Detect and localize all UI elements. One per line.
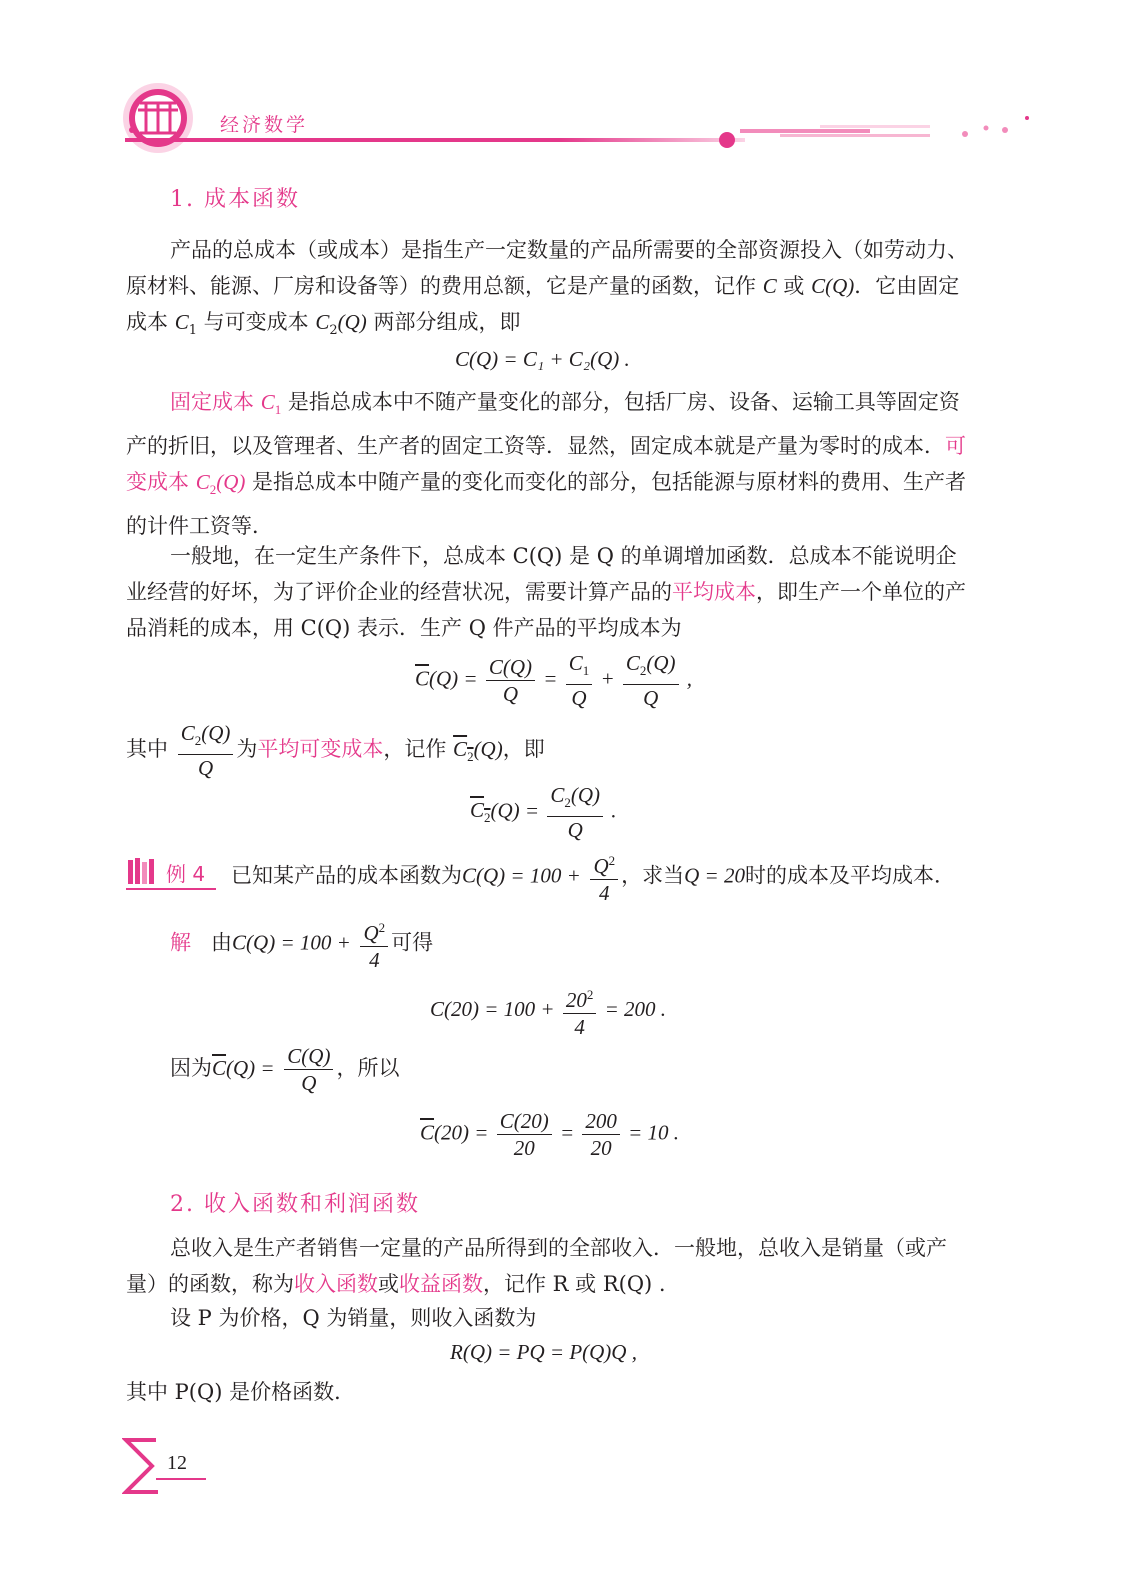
paragraph-price-function: 其中 P(Q) 是价格函数． (126, 1380, 356, 1404)
equation-total-cost: C(Q) = C₁ + C₂(Q) . (455, 347, 630, 371)
equation-avg-variable: $C_2(Q)$ = $\frac{C_2(Q)}{Q}$ . (470, 783, 617, 843)
solution-because: 因为$\overline{C}(Q)$ = $\frac{C(Q)}{Q}$ ，所以 (170, 1044, 400, 1095)
books-icon (126, 856, 162, 886)
paragraph-total-cost: 产品的总成本（或成本）是指生产一定数量的产品所需要的全部资源投入（如劳动力、原材料、能源、厂房和设备等）的费用总额，它是产量的函数，记作 C 或 C(Q)．它由固定成本 $C_1$ 与可变成本 $C_2(Q)$ 两部分组成，即 (126, 238, 968, 339)
paragraph-fixed-variable: 固定成本 $C_1$ 是指总成本中不随产量变化的部分，包括厂房、设备、运输工具等固定资产的折旧，以及管理者、生产者的固定工资等．显然，固定成本就是产量为零时的成本．可变成本 $C_2(Q)$ 是指总成本中随产量的变化而变化的部分，包括能源与原材料的费用、生产者的计件工资等． (126, 390, 967, 539)
equation-average-cost: $\overline{C}(Q)$ = $\frac{C(Q)}{Q}$ = $\frac{C_1}{Q}$ + $\frac{C_2(Q)}{Q}$ , (415, 651, 693, 711)
example-text: 已知某产品的成本函数为C(Q) = 100 + $\frac{Q^2}{4}$ ，求当Q = 20时的成本及平均成本． (231, 848, 955, 906)
example-label: 例 4 (166, 862, 206, 886)
paragraph-avg-variable: 其中 $\frac{C_2(Q)}{Q}$ 为平均可变成本，记作 $C_2(Q)$，即 (126, 721, 545, 781)
example-underline (126, 888, 216, 890)
paragraph-price: 设 P 为价格，Q 为销量，则收入函数为 (170, 1306, 537, 1330)
section-heading-revenue: 2. 收入函数和利润函数 (170, 1192, 420, 1217)
equation-revenue: R(Q) = PQ = P(Q)Q , (450, 1340, 637, 1364)
page-number: 12 (167, 1452, 187, 1474)
paragraph-revenue: 总收入是生产者销售一定量的产品所得到的全部收入．一般地，总收入是销量（或产量）的函数，称为收入函数或收益函数，记作 R 或 R(Q) . (126, 1236, 947, 1296)
solution-intro: 解 由C(Q) = 100 + $\frac{Q^2}{4}$ 可得 (170, 915, 433, 973)
equation-avg-20: $\overline{C}(20)$ = $\frac{C(20)}{20}$ = $\frac{200}{20}$ = 10 . (420, 1109, 680, 1160)
equation-cost-20: C(20) = 100 + $\frac{20^2}{4}$ = 200 . (430, 982, 666, 1040)
section-heading-cost: 1. 成本函数 (170, 187, 300, 212)
header-decoration (0, 0, 1127, 160)
paragraph-average-cost: 一般地，在一定生产条件下，总成本 C(Q) 是 Q 的单调增加函数．总成本不能说明企业经营的好坏，为了评价企业的经营状况，需要计算产品的平均成本，即生产一个单位的产品消耗的成本，用 C(Q) 表示．生产 Q 件产品的平均成本为 (126, 544, 966, 640)
book-title: 经济数学 (220, 114, 309, 136)
